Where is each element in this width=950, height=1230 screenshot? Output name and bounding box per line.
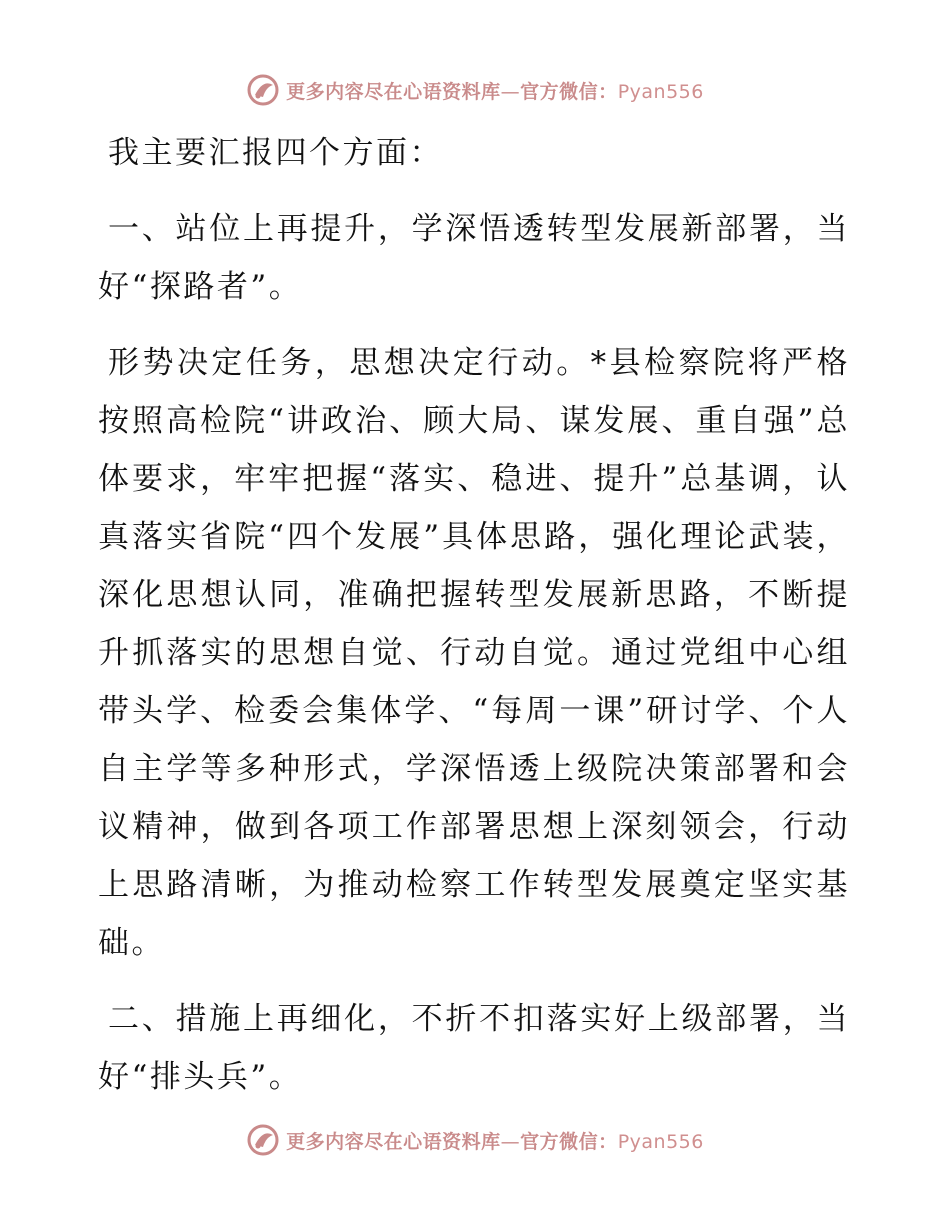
brand-logo-icon — [246, 73, 280, 107]
watermark-text — [286, 77, 704, 104]
brand-logo-icon — [246, 1123, 280, 1157]
watermark-wechat-label: 官方微信： — [520, 80, 618, 103]
section-heading-2: 二、措施上再细化，不折不扣落实好上级部署，当好“排头兵”。 — [98, 1001, 850, 1095]
footer-watermark-banner — [0, 1120, 950, 1160]
watermark-separator: — — [500, 1130, 521, 1153]
paragraph-intro: 我主要汇报四个方面： — [108, 135, 443, 171]
watermark-wechat-label: 官方微信： — [520, 1130, 618, 1153]
watermark-text — [286, 1127, 704, 1154]
paragraph-body-1: 形势决定任务，思想决定行动。*县检察院将严格按照高检院“讲政治、顾大局、谋发展、重自强”总体要求，牢牢把握“落实、稳进、提升”总基调，认真落实省院“四个发展”具体思路，强化理论武装，深化思想认同，准确把握转型发展新思路，不断提升抓落实的思想自觉、行动自觉。通过党组中心组带头学、检委会集体学、“每周一课”研讨学、个人自主学等多种形式，学深悟透上级院决策部署和会议精神，做到各项工作部署思想上深刻领会，行动上思路清晰，为推动检察工作转型发展奠定坚实基础。 — [98, 345, 850, 961]
document-body — [98, 124, 850, 1124]
section-heading-1: 一、站位上再提升，学深悟透转型发展新部署，当好“探路者”。 — [98, 211, 850, 305]
watermark-wechat-id: Pyan556 — [617, 1130, 704, 1153]
watermark-title: 更多内容尽在心语资料库 — [286, 1130, 501, 1153]
watermark-title: 更多内容尽在心语资料库 — [286, 80, 501, 103]
watermark-separator: — — [500, 80, 521, 103]
header-watermark-banner — [0, 70, 950, 110]
watermark-wechat-id: Pyan556 — [617, 80, 704, 103]
